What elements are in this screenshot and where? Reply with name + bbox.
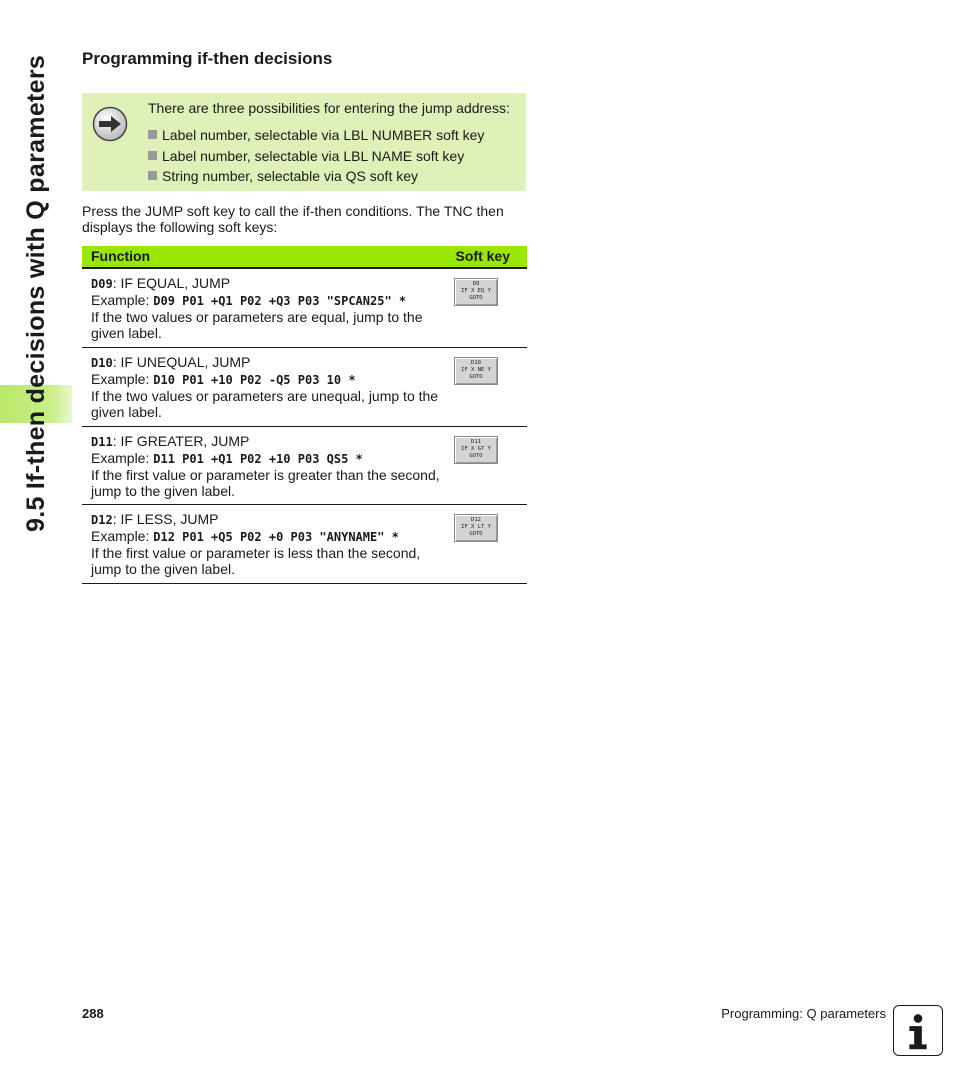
function-description: If the first value or parameter is greater than the second, jump to the given label. — [91, 467, 440, 499]
function-code: D12 — [91, 513, 113, 527]
function-code: D10 — [91, 356, 113, 370]
header-soft-key: Soft key — [455, 248, 510, 264]
header-function: Function — [91, 248, 151, 264]
example-code: D10 P01 +10 P02 -Q5 P03 10 * — [153, 373, 356, 387]
row-text — [91, 354, 441, 420]
section-title: Programming if-then decisions — [82, 49, 333, 68]
example-code: D12 P01 +Q5 P02 +0 P03 "ANYNAME" * — [153, 530, 399, 544]
function-name: : IF UNEQUAL, JUMP — [112, 354, 251, 370]
softkey-d12-button[interactable]: D12 IF X LT Y GOTO — [454, 514, 498, 542]
list-item: Label number, selectable via LBL NAME soft key — [148, 146, 484, 167]
arrow-right-icon — [92, 106, 128, 142]
example-code: D09 P01 +Q1 P02 +Q3 P03 "SPCAN25" * — [153, 294, 407, 308]
list-item: String number, selectable via QS soft key — [148, 166, 484, 187]
example-label: Example: — [91, 371, 154, 387]
row-text — [91, 433, 441, 499]
note-list — [148, 125, 484, 187]
function-description: If the two values or parameters are unequal, jump to the given label. — [91, 388, 439, 420]
table-row — [82, 348, 527, 427]
bullet-square-icon — [148, 151, 157, 160]
softkey-d10-button[interactable]: D10 IF X NE Y GOTO — [454, 357, 498, 385]
softkey-d11-button[interactable]: D11 IF X GT Y GOTO — [454, 436, 498, 464]
page-number: 288 — [82, 1006, 104, 1021]
intro-paragraph: Press the JUMP soft key to call the if-then conditions. The TNC then displays the following soft keys: — [82, 203, 504, 235]
function-description: If the two values or parameters are equal, jump to the given label. — [91, 309, 423, 341]
table-header — [82, 246, 527, 269]
note-box — [82, 93, 526, 191]
softkey-d09-button[interactable]: D9 IF X EQ Y GOTO — [454, 278, 498, 306]
footer-chapter: Programming: Q parameters — [721, 1006, 886, 1021]
function-description: If the first value or parameter is less than the second, jump to the given label. — [91, 545, 421, 577]
function-name: : IF EQUAL, JUMP — [112, 275, 231, 291]
table-row — [82, 269, 527, 348]
example-label: Example: — [91, 292, 154, 308]
info-icon — [893, 1005, 943, 1056]
row-text — [91, 275, 441, 341]
table-row — [82, 427, 527, 505]
bullet-square-icon — [148, 171, 157, 180]
example-label: Example: — [91, 450, 154, 466]
table-row — [82, 505, 527, 584]
chapter-title: 9.5 If-then decisions with Q parameters — [22, 54, 50, 532]
example-label: Example: — [91, 528, 154, 544]
note-intro: There are three possibilities for entering the jump address: — [148, 100, 510, 116]
row-text — [91, 511, 441, 577]
function-name: : IF GREATER, JUMP — [112, 433, 250, 449]
softkey-table — [82, 246, 527, 584]
function-code: D09 — [91, 277, 113, 291]
bullet-square-icon — [148, 130, 157, 139]
list-item: Label number, selectable via LBL NUMBER soft key — [148, 125, 484, 146]
function-name: : IF LESS, JUMP — [112, 511, 219, 527]
function-code: D11 — [91, 435, 113, 449]
example-code: D11 P01 +Q1 P02 +10 P03 QS5 * — [153, 452, 363, 466]
